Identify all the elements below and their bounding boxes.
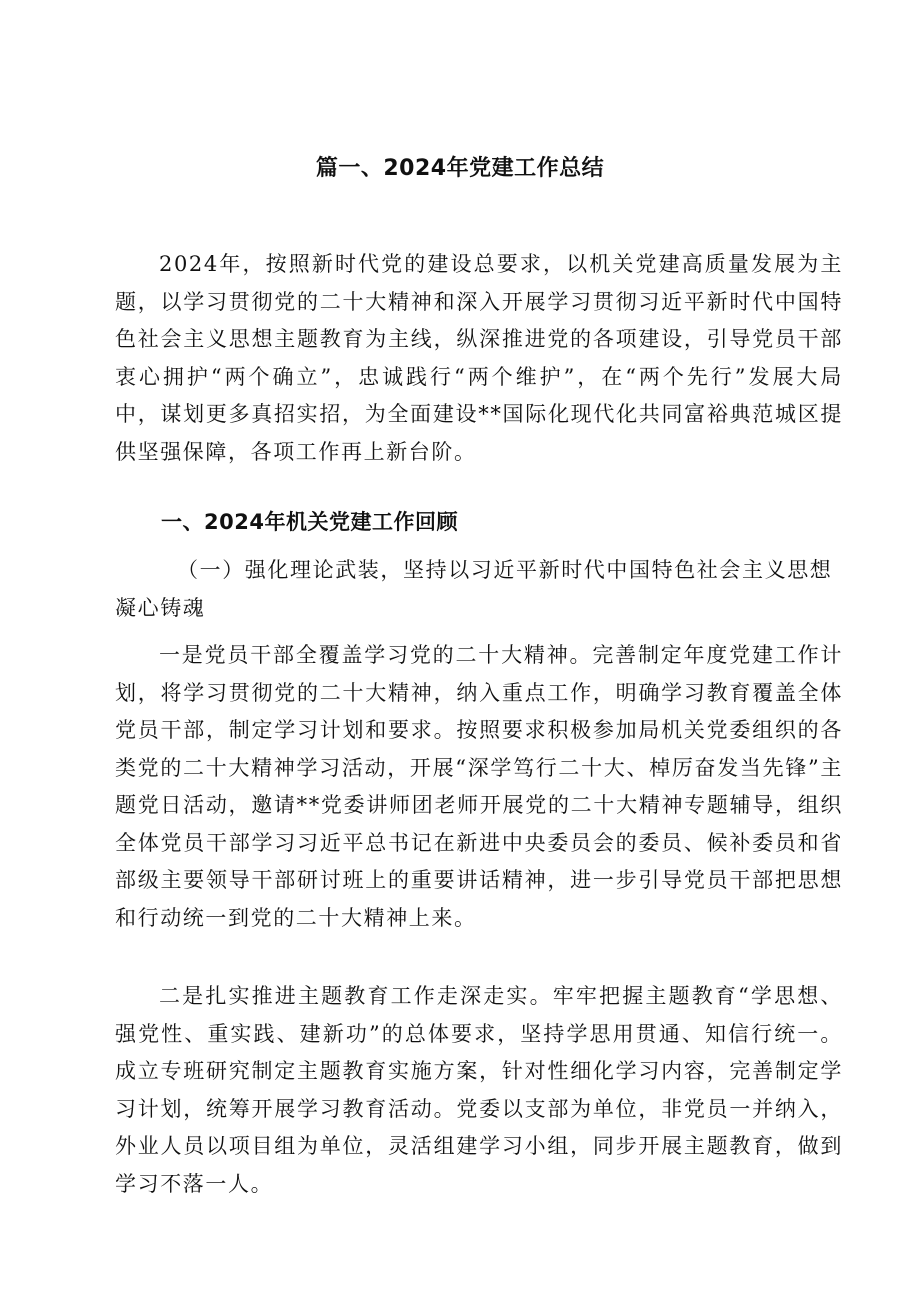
- subsection-heading: （一）强化理论武装，坚持以习近平新时代中国特色社会主义思想凝心铸魂: [115, 558, 833, 620]
- intro-paragraph: 2024年，按照新时代党的建设总要求，以机关党建高质量发展为主题，以学习贯彻党的二十大精神和深入开展学习贯彻习近平新时代中国特色社会主义思想主题教育为主线，纵深推进党的各项建设，引导党员干部衷心拥护“两个确立”，忠诚践行“两个维护”，在“两个先行”发展大局中，谋划更多真招实招，为全面建设**国际化现代化共同富裕典范城区提供坚强保障，各项工作再上新台阶。: [115, 252, 843, 464]
- body-paragraph: 二是扎实推进主题教育工作走深走实。牢牢把握主题教育“学思想、强党性、重实践、建新功”的总体要求，坚持学思用贯通、知信行统一。成立专班研究制定主题教育实施方案，针对性细化学习内容，完善制定学习计划，统筹开展学习教育活动。党委以支部为单位，非党员一并纳入，外业人员以项目组为单位，灵活组建学习小组，同步开展主题教育，做到学习不落一人。: [115, 984, 843, 1196]
- section-heading: 一、2024年机关党建工作回顾: [161, 510, 458, 534]
- document-title: 篇一、2024年党建工作总结: [315, 156, 605, 181]
- body-paragraph: 一是党员干部全覆盖学习党的二十大精神。完善制定年度党建工作计划，将学习贯彻党的二十大精神，纳入重点工作，明确学习教育覆盖全体党员干部，制定学习计划和要求。按照要求积极参加局机关党委组织的各类党的二十大精神学习活动，开展“深学笃行二十大、棹厉奋发当先锋”主题党日活动，邀请**党委讲师团老师开展党的二十大精神专题辅导，组织全体党员干部学习习近平总书记在新进中央委员会的委员、候补委员和省部级主要领导干部研讨班上的重要讲话精神，进一步引导党员干部把思想和行动统一到党的二十大精神上来。: [115, 643, 843, 930]
